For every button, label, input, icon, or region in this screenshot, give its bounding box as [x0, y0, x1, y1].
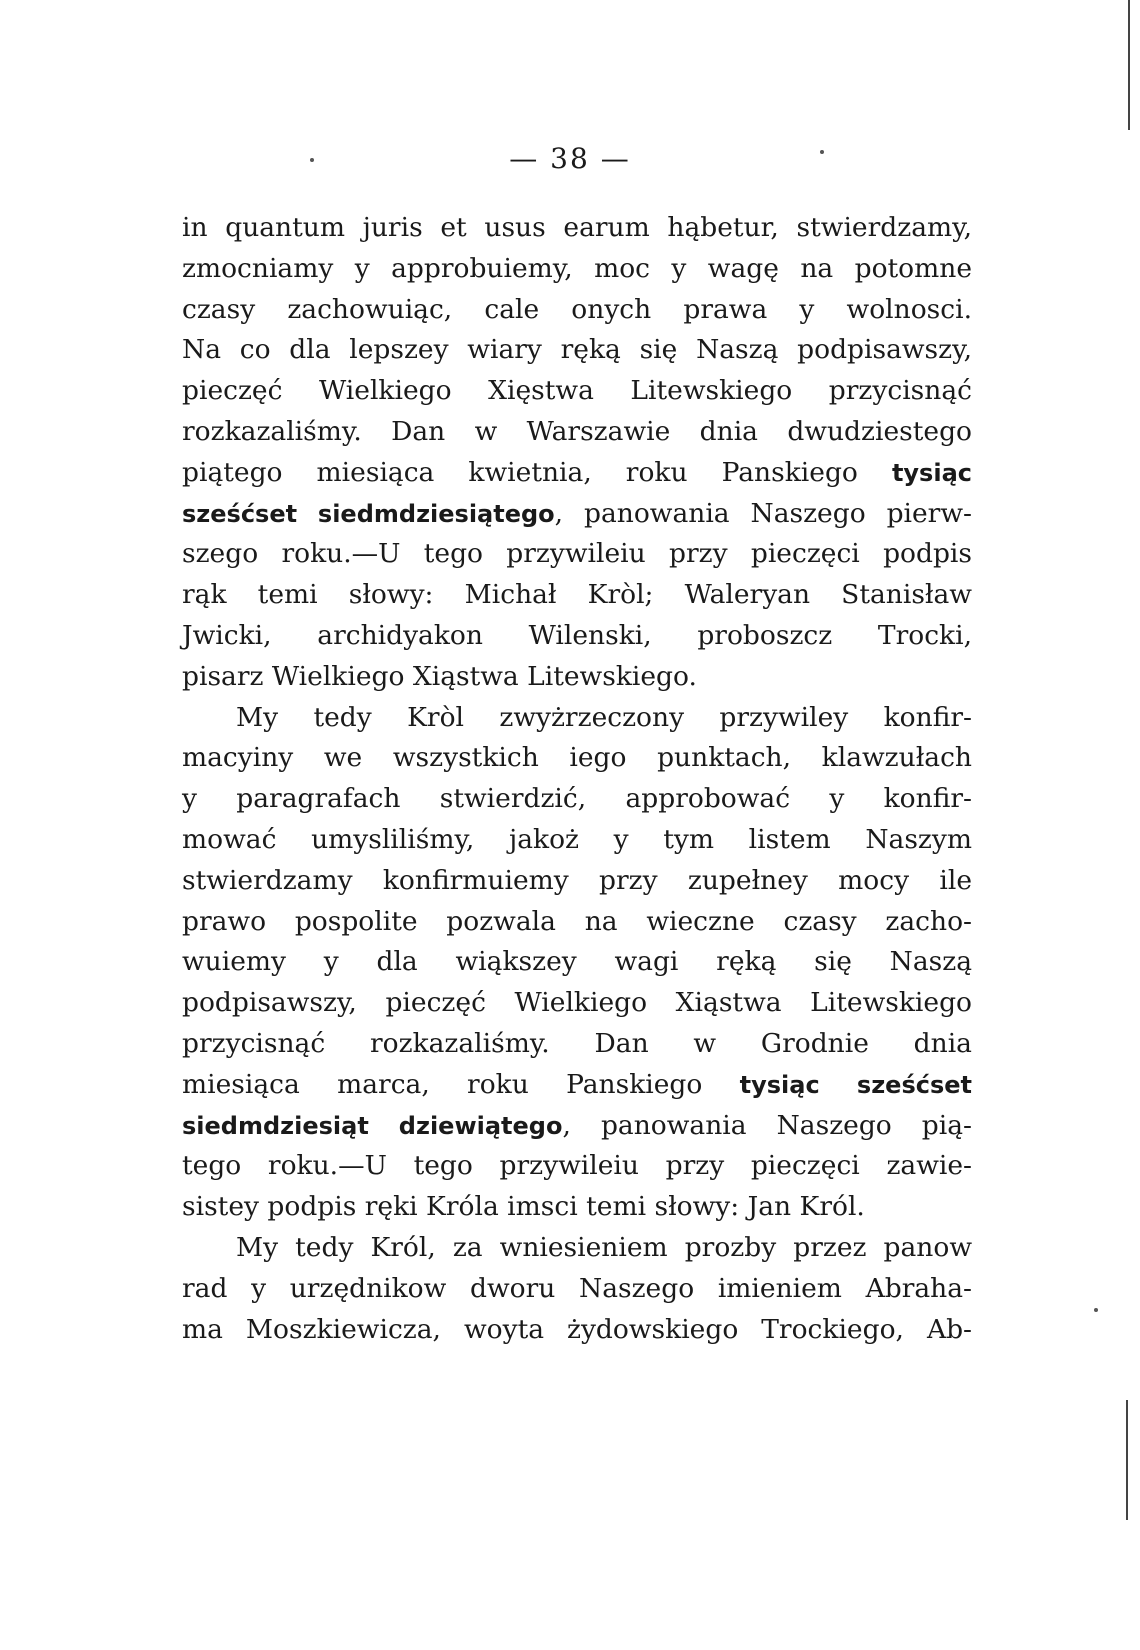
text-line	[182, 698, 972, 739]
text-run: in quantum juris et usus earum hąbetur, stwierdzamy,	[182, 212, 972, 243]
bold-text: siedmdziesiąt dziewiątego	[182, 1111, 563, 1140]
text-run: , panowania Naszego pią-	[562, 1109, 972, 1141]
text-run: szego roku.—U tego przywileiu przy pieczęci podpis	[182, 538, 972, 570]
text-run: , panowania Naszego pierw-	[554, 497, 972, 529]
text-line	[182, 330, 972, 371]
text-line	[182, 983, 972, 1024]
text-run: stwierdzamy konfirmuiemy przy zupełney mocy ile	[182, 864, 972, 896]
text-line	[182, 738, 972, 779]
text-line	[182, 494, 972, 535]
text-line	[182, 1187, 972, 1228]
text-run: sistey podpis ręki Króla imsci temi słowy: Jan Król.	[182, 1191, 865, 1223]
text-run: przycisnąć rozkazaliśmy. Dan w Grodnie dnia	[182, 1027, 972, 1059]
text-run: rozkazaliśmy. Dan w Warszawie dnia dwudziestego	[182, 415, 972, 447]
paragraph	[182, 1228, 972, 1350]
text-line	[182, 861, 972, 902]
paragraph	[182, 208, 972, 698]
scan-edge-mark	[1128, 0, 1130, 130]
text-run: wuiemy y dla wiąkszey wagi ręką się Naszą	[182, 946, 972, 978]
scan-speck	[820, 150, 824, 154]
text-run: czasy zachowuiąc, cale onych prawa y wolnosci.	[182, 293, 972, 325]
paragraph	[182, 698, 972, 1228]
text-run: miesiąca marca, roku Panskiego	[182, 1068, 740, 1100]
text-run: pisarz Wielkiego Xiąstwa Litewskiego.	[182, 660, 697, 692]
scan-edge-mark	[1126, 1400, 1128, 1520]
bold-text: sześćset siedmdziesiątego	[182, 499, 555, 528]
bold-text: tysiąc	[891, 458, 972, 487]
text-line	[182, 371, 972, 412]
text-run: macyiny we wszystkich iego punktach, klawzułach	[182, 742, 972, 774]
text-line	[182, 534, 972, 575]
text-line	[182, 1106, 972, 1147]
text-line	[182, 412, 972, 453]
text-line	[182, 820, 972, 861]
text-line	[182, 249, 972, 290]
text-run: Jwicki, archidyakon Wilenski, proboszcz Trocki,	[182, 619, 972, 651]
text-line	[182, 453, 972, 494]
text-run: podpisawszy, pieczęć Wielkiego Xiąstwa Litewskiego	[182, 987, 972, 1019]
text-run: zmocniamy y approbuiemy, moc y wagę na potomne	[182, 252, 972, 284]
text-line	[182, 902, 972, 943]
text-run: rąk temi słowy: Michał Kròl; Waleryan Stanisław	[182, 579, 972, 611]
text-line	[182, 1310, 972, 1351]
text-run: rad y urzędnikow dworu Naszego imieniem Abraha-	[182, 1272, 972, 1304]
text-line	[182, 1146, 972, 1187]
text-line	[182, 616, 972, 657]
text-line	[182, 290, 972, 331]
text-line	[182, 575, 972, 616]
body-text	[182, 208, 972, 1350]
text-line	[182, 942, 972, 983]
text-line	[182, 657, 972, 698]
text-run: prawo pospolite pozwala na wieczne czasy zacho-	[182, 905, 972, 937]
text-run: mować umysliliśmy, jakoż y tym listem Naszym	[182, 823, 972, 855]
scan-speck	[310, 158, 314, 162]
text-line	[182, 1065, 972, 1106]
text-run: Na co dla lepszey wiary ręką się Naszą podpisawszy,	[182, 334, 972, 366]
text-run: My tedy Król, za wniesieniem prozby przez panow	[236, 1231, 972, 1263]
text-line	[182, 779, 972, 820]
page-number: — 38 —	[509, 142, 631, 175]
text-line	[182, 1269, 972, 1310]
text-line	[182, 1024, 972, 1065]
text-line	[182, 1228, 972, 1269]
text-run: piątego miesiąca kwietnia, roku Panskiego	[182, 456, 892, 488]
scan-speck	[1094, 1308, 1098, 1312]
bold-text: tysiąc sześćset	[739, 1070, 972, 1099]
text-run: My tedy Kròl zwyżrzeczony przywiley konfir-	[236, 701, 972, 733]
text-run: ma Moszkiewicza, woyta żydowskiego Trockiego, Ab-	[182, 1313, 972, 1345]
text-run: pieczęć Wielkiego Xięstwa Litewskiego przycisnąć	[182, 375, 972, 407]
text-line	[182, 208, 972, 249]
text-run: tego roku.—U tego przywileiu przy pieczęci zawie-	[182, 1150, 972, 1182]
text-run: y paragrafach stwierdzić, approbować y konfir-	[182, 783, 972, 815]
